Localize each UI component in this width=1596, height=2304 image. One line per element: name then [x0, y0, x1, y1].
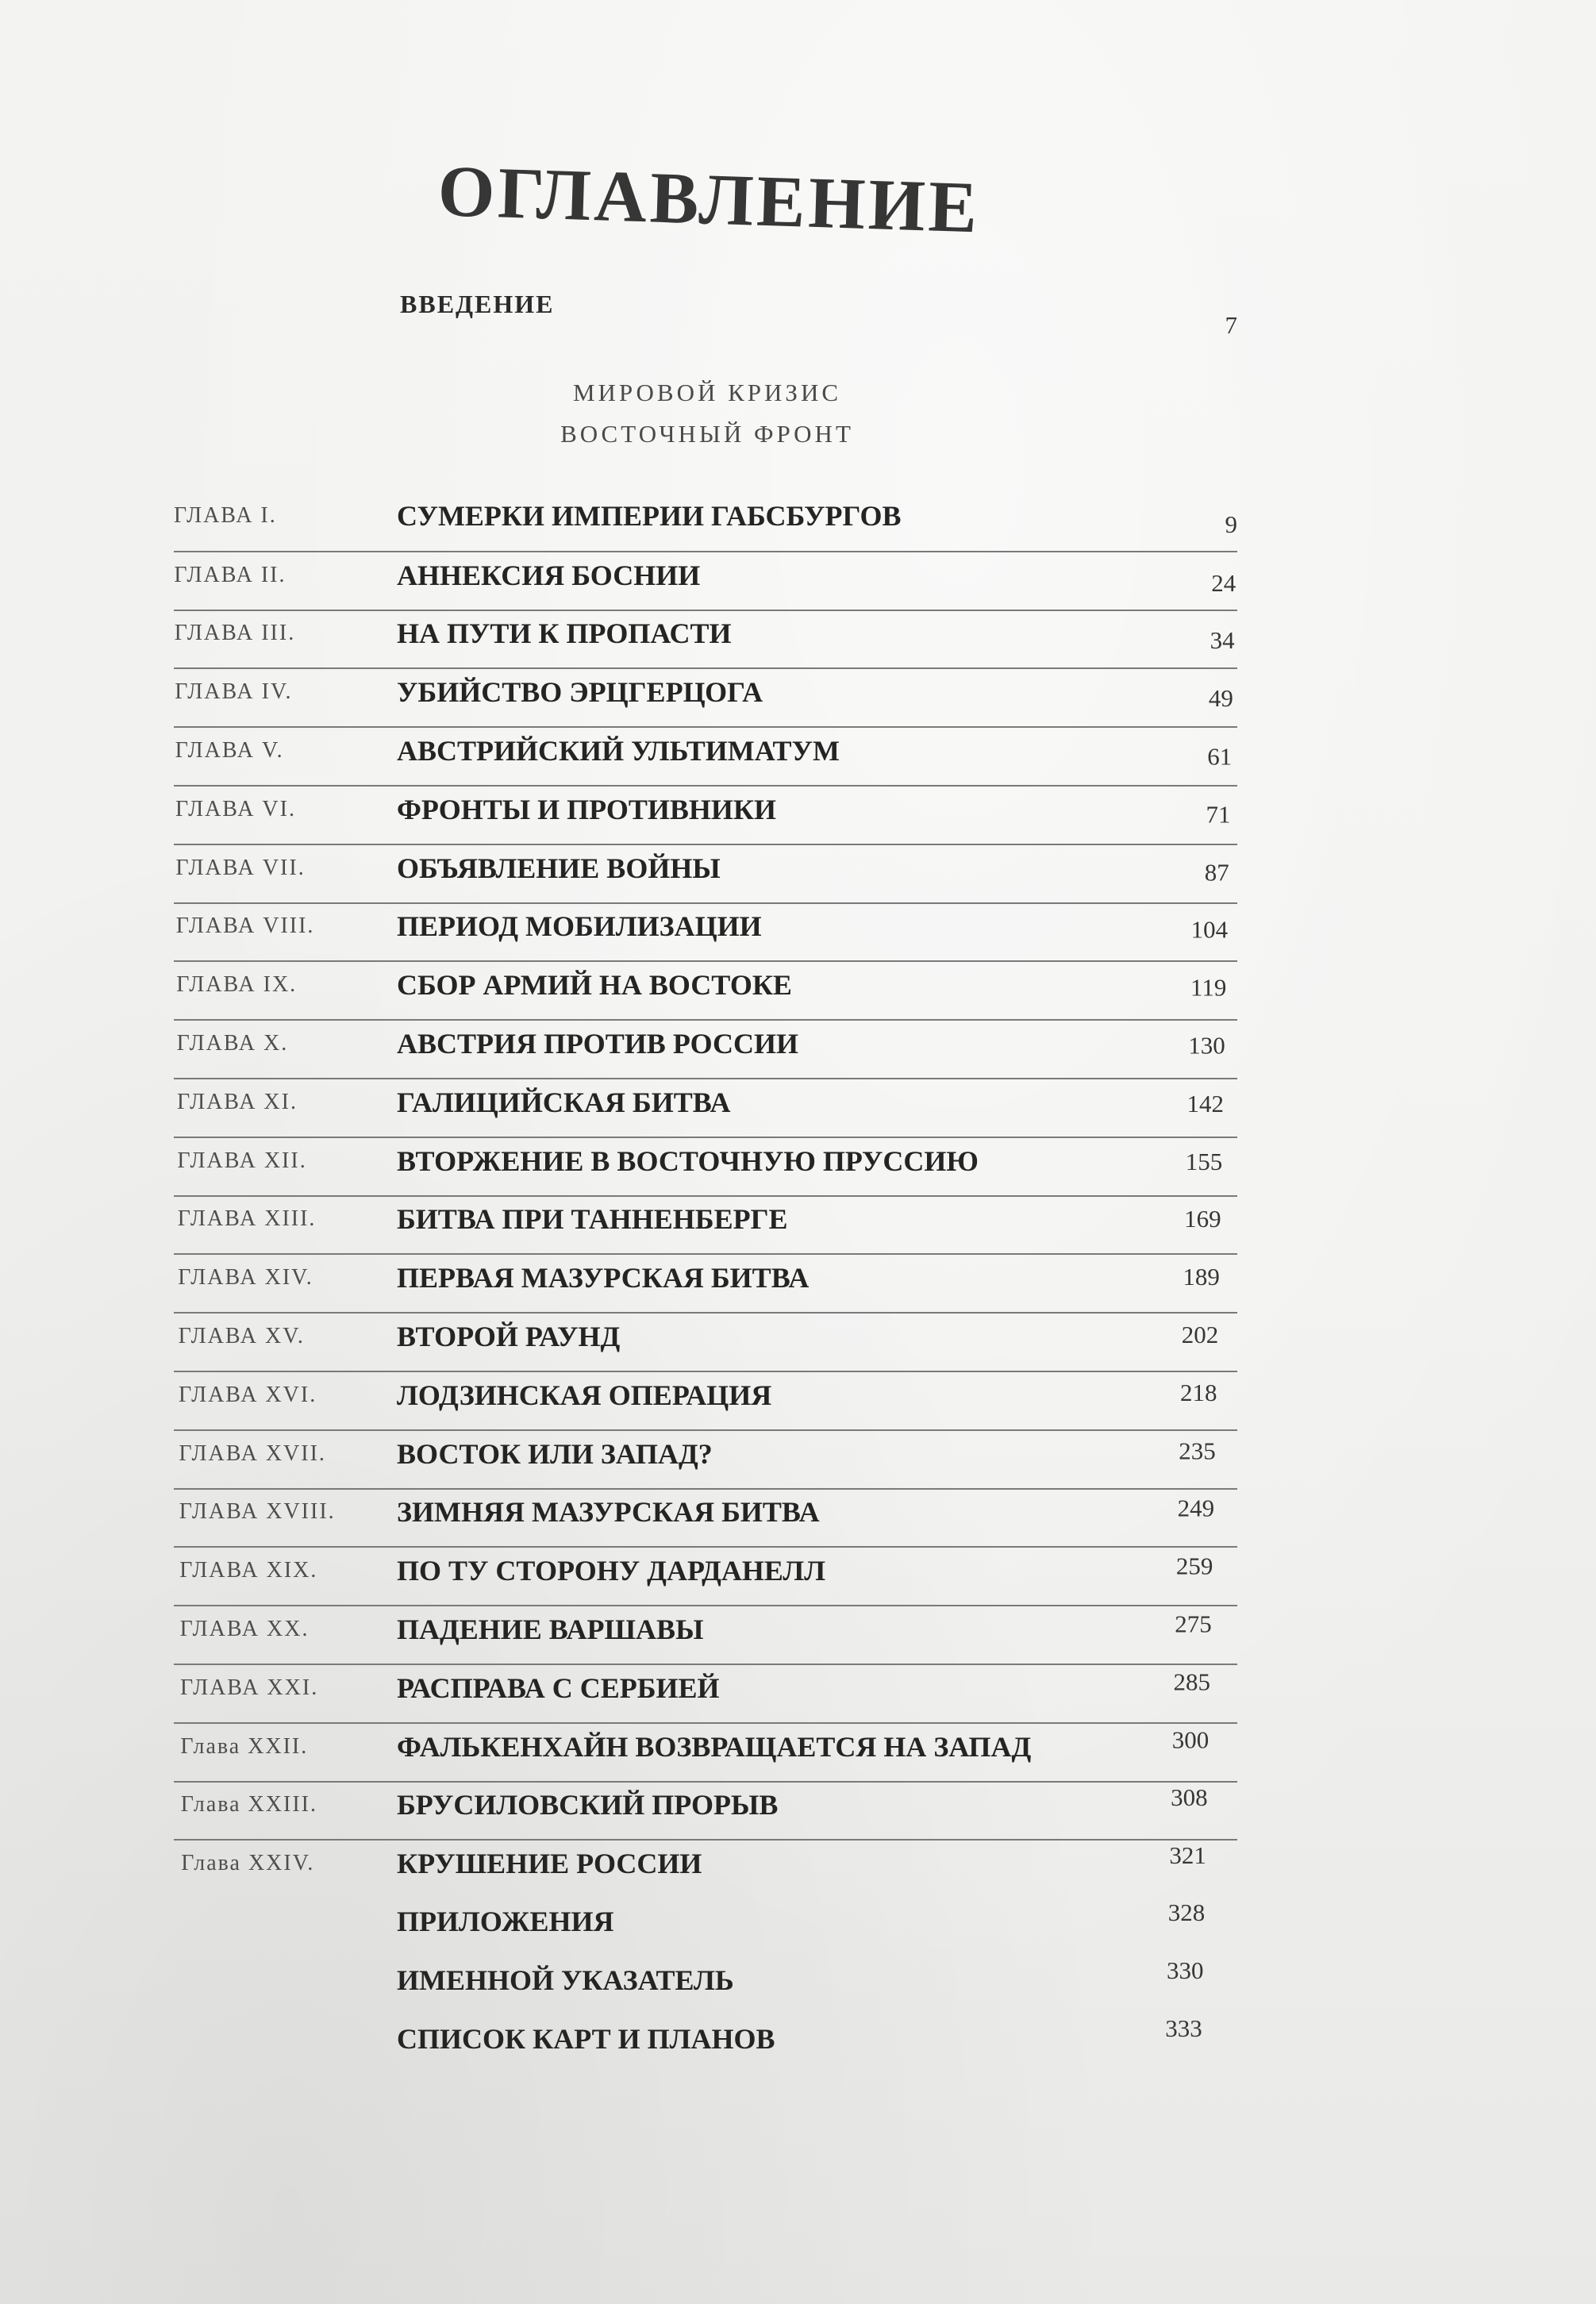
- toc-entry: [174, 1312, 1237, 1371]
- page-number: 142: [1186, 1089, 1224, 1117]
- page-number: 259: [1175, 1552, 1213, 1580]
- chapter-title: ОБЪЯВЛЕНИЕ ВОЙНЫ: [397, 852, 721, 884]
- chapter-title: ЛОДЗИНСКАЯ ОПЕРАЦИЯ: [397, 1379, 772, 1411]
- chapter-label: ГЛАВА II.: [174, 562, 287, 587]
- page-number: 169: [1184, 1205, 1221, 1233]
- chapter-label: ГЛАВА XX.: [179, 1617, 310, 1642]
- chapter-title: ПАДЕНИЕ ВАРШАВЫ: [397, 1614, 704, 1646]
- intro-title: ВВЕДЕНИЕ: [400, 290, 555, 318]
- toc-entry: [174, 667, 1237, 726]
- back-matter-entry: [174, 1956, 1237, 2015]
- chapter-label: ГЛАВА V.: [175, 738, 284, 764]
- chapter-title: ГАЛИЦИЙСКАЯ БИТВА: [397, 1086, 731, 1118]
- chapter-label: ГЛАВА XIX.: [179, 1558, 318, 1583]
- chapter-label: ГЛАВА X.: [176, 1031, 289, 1056]
- toc-entry: [174, 1078, 1237, 1137]
- chapter-title: ФАЛЬКЕНХАЙН ВОЗВРАЩАЕТСЯ НА ЗАПАД: [397, 1730, 1032, 1763]
- toc-entry: [174, 1546, 1237, 1605]
- page-number: 330: [1167, 1956, 1204, 1984]
- chapter-title: СУМЕРКИ ИМПЕРИИ ГАБСБУРГОВ: [397, 499, 902, 532]
- toc-entry: [174, 1429, 1237, 1488]
- page-number: 49: [1208, 684, 1233, 713]
- chapter-label: ГЛАВА III.: [174, 621, 296, 646]
- toc-entry: [174, 610, 1237, 668]
- page-number: 155: [1185, 1147, 1223, 1175]
- chapter-label: ГЛАВА VI.: [175, 796, 296, 821]
- chapter-title: ЗИМНЯЯ МАЗУРСКАЯ БИТВА: [397, 1496, 820, 1529]
- toc-entry: [174, 1605, 1237, 1664]
- chapter-title: ФРОНТЫ И ПРОТИВНИКИ: [397, 793, 776, 825]
- page-number: 328: [1167, 1898, 1206, 1926]
- toc-entry: [174, 1195, 1237, 1254]
- chapter-title: БИТВА ПРИ ТАННЕНБЕРГЕ: [397, 1203, 788, 1236]
- chapter-title: ВОСТОК ИЛИ ЗАПАД?: [397, 1437, 713, 1470]
- page-number: 119: [1190, 973, 1227, 1002]
- part-heading-line-1: МИРОВОЙ КРИЗИС: [572, 379, 842, 406]
- back-matter-title: ПРИЛОЖЕНИЯ: [397, 1906, 614, 1938]
- chapter-label: ГЛАВА IV.: [175, 679, 293, 705]
- chapter-title: УБИЙСТВО ЭРЦГЕРЦОГА: [397, 676, 763, 709]
- chapter-label: ГЛАВА IX.: [176, 972, 298, 998]
- chapter-label: ГЛАВА VIII.: [175, 914, 315, 939]
- chapter-label: ГЛАВА XVIII.: [179, 1499, 336, 1525]
- chapter-label: Глава XXIII.: [180, 1792, 317, 1817]
- page-number: 275: [1175, 1610, 1212, 1638]
- toc-entry: [174, 1839, 1237, 1898]
- chapter-label: ГЛАВА XXI.: [180, 1675, 319, 1700]
- page-number: 9: [1225, 510, 1237, 538]
- chapter-label: Глава XXIV.: [181, 1851, 315, 1876]
- chapter-label: Глава XXII.: [180, 1733, 309, 1759]
- back-matter-entry: [174, 1898, 1237, 1956]
- chapter-label: ГЛАВА XV.: [178, 1324, 305, 1349]
- chapter-title: АВСТРИЙСКИЙ УЛЬТИМАТУМ: [397, 735, 840, 767]
- chapter-title: ПО ТУ СТОРОНУ ДАРДАНЕЛЛ: [397, 1555, 826, 1587]
- page-title: ОГЛАВЛЕНИЕ: [436, 150, 982, 248]
- page-number: 308: [1171, 1783, 1208, 1812]
- page-number: 333: [1165, 2014, 1202, 2042]
- toc-entry: [174, 960, 1237, 1019]
- page-number: 34: [1209, 626, 1235, 655]
- toc-entry: [174, 1664, 1237, 1722]
- chapter-title: СБОР АРМИЙ НА ВОСТОКЕ: [397, 969, 792, 1002]
- chapter-title: АННЕКСИЯ БОСНИИ: [397, 559, 701, 591]
- toc-list: [174, 492, 1237, 2074]
- page-number: 202: [1181, 1321, 1219, 1349]
- chapter-title: АВСТРИЯ ПРОТИВ РОССИИ: [397, 1028, 799, 1060]
- toc-entry: [174, 1722, 1237, 1781]
- toc-entry: [174, 551, 1237, 610]
- toc-entry: [174, 1019, 1237, 1078]
- chapter-label: ГЛАВА XII.: [177, 1148, 307, 1173]
- chapter-label: ГЛАВА XIII.: [177, 1206, 317, 1232]
- chapter-title: РАСПРАВА С СЕРБИЕЙ: [397, 1671, 720, 1704]
- toc-entry: [174, 844, 1237, 902]
- toc-entry: [174, 1371, 1237, 1429]
- chapter-title: ПЕРВАЯ МАЗУРСКАЯ БИТВА: [397, 1262, 810, 1294]
- page-number: 218: [1180, 1379, 1217, 1407]
- back-matter-title: СПИСОК КАРТ И ПЛАНОВ: [397, 2022, 775, 2055]
- page-number: 285: [1173, 1667, 1210, 1696]
- chapter-title: ВТОРЖЕНИЕ В ВОСТОЧНУЮ ПРУССИЮ: [397, 1144, 979, 1177]
- page-number: 321: [1169, 1841, 1206, 1870]
- chapter-label: ГЛАВА VII.: [175, 855, 306, 880]
- page-number: 249: [1177, 1494, 1215, 1522]
- page-number: 300: [1171, 1725, 1209, 1754]
- back-matter-title: ИМЕННОЙ УКАЗАТЕЛЬ: [397, 1964, 734, 1996]
- page-number: 24: [1211, 568, 1236, 597]
- toc-entry: [174, 1781, 1237, 1840]
- chapter-label: ГЛАВА XVII.: [179, 1440, 326, 1466]
- chapter-title: ПЕРИОД МОБИЛИЗАЦИИ: [397, 910, 762, 943]
- chapter-title: ВТОРОЙ РАУНД: [397, 1321, 621, 1353]
- chapter-label: ГЛАВА XVI.: [179, 1382, 317, 1407]
- back-matter-entry: [174, 2015, 1237, 2074]
- chapter-title: БРУСИЛОВСКИЙ ПРОРЫВ: [397, 1789, 779, 1821]
- chapter-label: ГЛАВА I.: [174, 502, 277, 528]
- part-heading-line-2: ВОСТОЧНЫЙ ФРОНТ: [560, 420, 854, 448]
- page-number: 189: [1183, 1263, 1220, 1291]
- page-number: 104: [1190, 916, 1229, 944]
- toc-entry: [174, 1253, 1237, 1312]
- toc-entry: [174, 492, 1237, 551]
- chapter-label: ГЛАВА XI.: [177, 1089, 298, 1114]
- toc-entry: [174, 1488, 1237, 1547]
- page-number: 61: [1207, 742, 1233, 771]
- page-number: 87: [1204, 858, 1229, 887]
- intro-page-number: 7: [1225, 311, 1237, 339]
- chapter-label: ГЛАВА XIV.: [178, 1265, 313, 1290]
- toc-entry: [174, 1137, 1237, 1195]
- toc-entry: [174, 785, 1237, 844]
- page-number: 235: [1179, 1436, 1216, 1464]
- page-number: 71: [1206, 800, 1231, 829]
- chapter-title: НА ПУТИ К ПРОПАСТИ: [397, 617, 732, 650]
- toc-entry: [174, 902, 1237, 961]
- chapter-title: КРУШЕНИЕ РОССИИ: [397, 1848, 702, 1880]
- page-number: 130: [1188, 1031, 1225, 1060]
- toc-entry: [174, 726, 1237, 785]
